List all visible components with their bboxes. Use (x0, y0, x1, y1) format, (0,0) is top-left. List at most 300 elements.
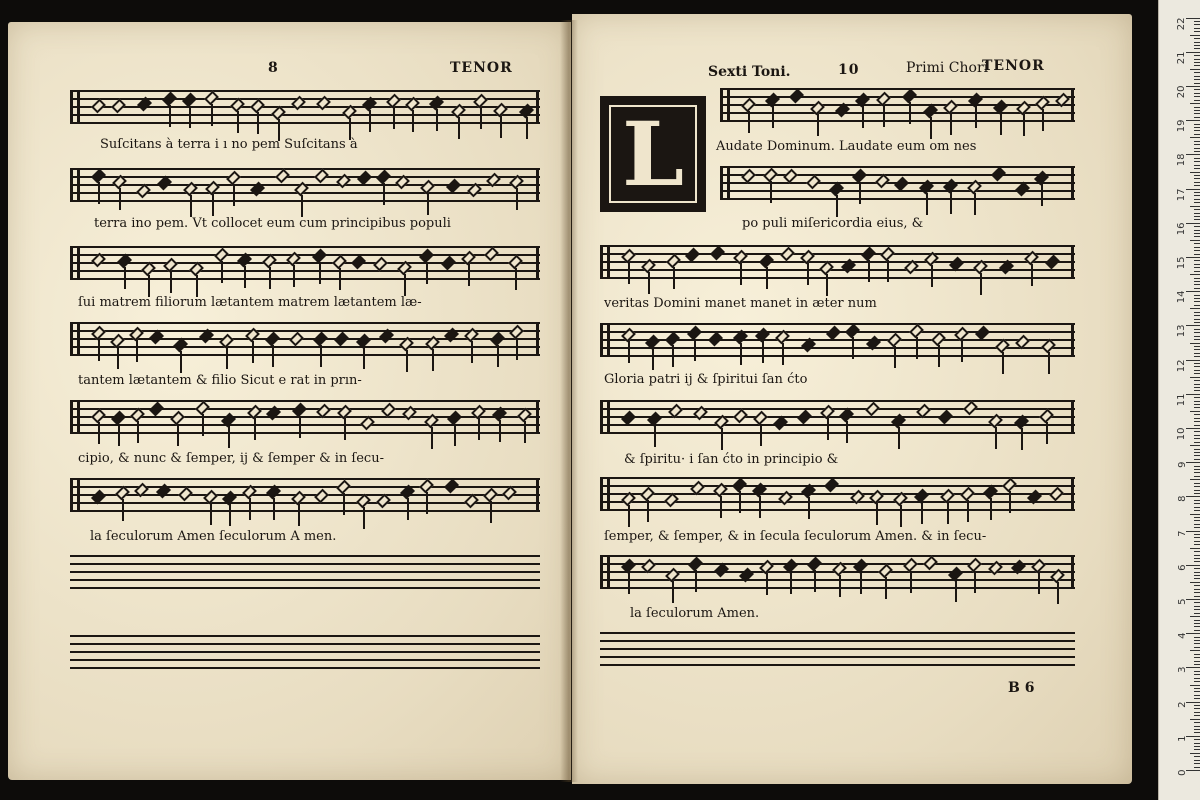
note-stem (524, 421, 526, 443)
note-stem (1000, 113, 1002, 135)
note-stem (955, 580, 957, 602)
bar-line (1071, 323, 1074, 357)
ruler-tick (1194, 380, 1200, 381)
ruler-tick (1194, 767, 1200, 768)
note-stem (766, 267, 768, 289)
ruler-tick (1194, 301, 1200, 302)
ruler-tick (1190, 137, 1200, 138)
note-stem (930, 117, 932, 139)
note-stem (762, 341, 764, 363)
note-stem (117, 347, 119, 369)
note-head (710, 246, 725, 261)
note-stem (694, 339, 696, 361)
ruler-tick (1194, 421, 1200, 422)
bar-line (1071, 400, 1074, 434)
ruler-number: 16 (1176, 222, 1188, 236)
ruler-tick (1194, 312, 1200, 313)
note-stem (426, 492, 428, 514)
note-stem (233, 184, 235, 206)
note-stem (860, 572, 862, 594)
note-stem (124, 267, 126, 289)
note-stem (926, 193, 928, 215)
ruler-tick (1194, 688, 1200, 689)
note-stem (516, 188, 518, 210)
ruler-number: 8 (1176, 495, 1188, 503)
ruler-tick (1194, 260, 1200, 261)
note-stem (921, 502, 923, 524)
ruler-tick (1194, 572, 1200, 573)
note-stem (454, 424, 456, 446)
ruler-tick (1194, 72, 1200, 73)
ruler-tick (1194, 551, 1200, 552)
note-stem (471, 341, 473, 363)
note-stem (826, 274, 828, 296)
note-head (1015, 335, 1030, 350)
note-stem (980, 273, 982, 295)
left-staff-empty-1 (70, 555, 540, 589)
note-head (149, 402, 164, 417)
note-head (685, 248, 700, 263)
clef-mark (720, 166, 730, 200)
left-staff-empty-2 (70, 635, 540, 669)
ruler-tick (1194, 459, 1200, 460)
note-head (1015, 182, 1030, 197)
left-lyric-line-1: Suſcitans à terra i ı no pem Suſcitans à (100, 137, 358, 152)
bar-line (1071, 88, 1074, 122)
note-stem (319, 262, 321, 284)
bar-line (536, 400, 539, 434)
note-head (266, 406, 281, 421)
clef-mark (600, 323, 610, 357)
note-head (402, 406, 417, 421)
note-stem (950, 192, 952, 214)
ruler-tick (1194, 414, 1200, 415)
decorated-initial: L (600, 96, 706, 212)
note-stem (257, 112, 259, 134)
note-head (949, 257, 964, 272)
note-head (357, 171, 372, 186)
note-stem (759, 496, 761, 518)
note-stem (468, 264, 470, 286)
note-stem (148, 275, 150, 297)
ruler-tick (1190, 582, 1200, 583)
note-stem (814, 570, 816, 592)
ruler-tick (1194, 507, 1200, 508)
ruler-number: 17 (1176, 188, 1188, 201)
ruler-tick (1194, 401, 1200, 402)
note-stem (497, 345, 499, 367)
ruler-tick (1194, 674, 1200, 675)
right-lyric-line-2: po puli miſericordia eius, & (742, 216, 924, 231)
note-stem (500, 116, 502, 138)
note-head (91, 99, 106, 114)
note-stem (196, 275, 198, 297)
note-stem (885, 577, 887, 599)
ruler-tick (1194, 681, 1200, 682)
ruler-number: 18 (1176, 153, 1188, 167)
ruler-tick (1190, 685, 1200, 686)
note-stem (654, 425, 656, 447)
note-stem (628, 505, 630, 527)
ruler-number: 2 (1176, 701, 1188, 708)
note-head (739, 568, 754, 583)
ruler-tick (1194, 278, 1200, 279)
right-staff-4 (600, 323, 1075, 357)
ruler-tick (1194, 609, 1200, 610)
note-stem (910, 571, 912, 593)
note-stem (252, 341, 254, 363)
note-head (289, 332, 304, 347)
note-stem (967, 500, 969, 522)
ruler-tick (1194, 45, 1200, 46)
ruler-tick (1194, 130, 1200, 131)
ruler-tick (1194, 110, 1200, 111)
ruler-tick (1190, 548, 1200, 549)
ruler-tick (1194, 469, 1200, 470)
note-stem (211, 104, 213, 126)
book-gutter (560, 20, 578, 782)
ruler-tick (1194, 356, 1200, 357)
clef-mark (70, 168, 80, 202)
ruler-tick (1194, 476, 1200, 477)
note-stem (1009, 491, 1011, 513)
ruler-number: 9 (1176, 461, 1188, 469)
ruler-tick (1194, 319, 1200, 320)
ruler-tick (1194, 729, 1200, 730)
ruler-tick (1194, 698, 1200, 699)
ruler-tick (1194, 271, 1200, 272)
note-head (395, 175, 410, 190)
note-head (780, 247, 795, 262)
ruler-tick (1194, 284, 1200, 285)
left-staff-2 (70, 168, 540, 202)
bar-line (1071, 555, 1074, 589)
note-head (464, 494, 479, 509)
ruler-tick (1186, 18, 1200, 19)
note-stem (249, 498, 251, 520)
ruler-tick (1194, 148, 1200, 149)
ruler-number: 3 (1176, 666, 1188, 674)
ruler-tick (1194, 527, 1200, 528)
ruler-tick (1194, 247, 1200, 248)
note-head (733, 409, 748, 424)
ruler-tick (1190, 103, 1200, 104)
ruler-tick (1194, 431, 1200, 432)
note-stem (672, 345, 674, 367)
note-head (275, 169, 290, 184)
ruler-tick (1194, 418, 1200, 419)
ruler-tick (1194, 397, 1200, 398)
ruler-number: 21 (1176, 51, 1188, 65)
ruler-tick (1194, 93, 1200, 94)
note-stem (212, 194, 214, 216)
note-head (865, 402, 880, 417)
note-head (988, 561, 1003, 576)
note-stem (961, 340, 963, 362)
ruler-tick (1186, 325, 1200, 326)
ruler-tick (1194, 96, 1200, 97)
note-stem (426, 262, 428, 284)
note-head (484, 247, 499, 262)
note-stem (673, 267, 675, 289)
ruler-tick (1186, 291, 1200, 292)
note-head (444, 328, 459, 343)
note-head (835, 103, 850, 118)
bar-line (1071, 166, 1074, 200)
ruler-tick (1194, 336, 1200, 337)
ruler-tick (1194, 722, 1200, 723)
right-staff-6 (600, 477, 1075, 511)
ruler-tick (1194, 425, 1200, 426)
right-lyric-line-6: ſemper, & ſemper, & in ſecula ſeculorum Amen. & in ſecu- (604, 529, 987, 544)
note-stem (169, 105, 171, 127)
ruler-tick (1194, 288, 1200, 289)
ruler-tick (1194, 144, 1200, 145)
note-stem (909, 102, 911, 124)
ruler-tick (1194, 192, 1200, 193)
note-head (690, 481, 705, 496)
ruler-tick (1194, 113, 1200, 114)
note-stem (210, 503, 212, 525)
bar-line (536, 168, 539, 202)
ruler-tick (1194, 712, 1200, 713)
note-stem (975, 106, 977, 128)
left-lyric-line-6: la ſeculorum Amen ſeculorum A men. (90, 529, 337, 544)
note-stem (363, 507, 365, 529)
note-stem (229, 504, 231, 526)
ruler-tick (1186, 462, 1200, 463)
left-lyric-line-2: terra ino pem. Vt collocet eum cum principibus populi (94, 216, 451, 231)
ruler-tick (1194, 613, 1200, 614)
ruler-tick (1190, 240, 1200, 241)
ruler-tick (1194, 363, 1200, 364)
ruler-tick (1194, 555, 1200, 556)
note-stem (760, 424, 762, 446)
note-stem (766, 573, 768, 595)
note-stem (190, 195, 192, 217)
note-head (1049, 487, 1064, 502)
ruler-tick (1194, 134, 1200, 135)
ruler-tick (1186, 257, 1200, 258)
note-head (1027, 490, 1042, 505)
ruler-tick (1194, 366, 1200, 367)
ruler-tick (1186, 565, 1200, 566)
note-head (379, 329, 394, 344)
note-stem (876, 503, 878, 525)
ruler-tick (1194, 657, 1200, 658)
ruler-tick (1186, 428, 1200, 429)
ruler-tick (1190, 206, 1200, 207)
note-stem (237, 111, 239, 133)
note-head (156, 484, 171, 499)
ruler-tick (1194, 243, 1200, 244)
note-stem (947, 502, 949, 524)
left-lyric-line-4: tantem lætantem & filio Sicut e rat in prın- (78, 373, 362, 388)
ruler-tick (1194, 42, 1200, 43)
ruler-tick (1186, 496, 1200, 497)
note-head (789, 89, 804, 104)
ruler-tick (1194, 602, 1200, 603)
ruler-number: 6 (1176, 564, 1188, 571)
note-stem (740, 263, 742, 285)
ruler-number: 11 (1176, 393, 1188, 407)
note-stem (407, 498, 409, 520)
ruler-tick (1194, 216, 1200, 217)
note-stem (137, 421, 139, 443)
ruler-tick (1186, 154, 1200, 155)
ruler-tick (1194, 695, 1200, 696)
right-choir-label: Primi Chori (906, 60, 989, 76)
note-stem (226, 347, 228, 369)
ruler-tick (1194, 213, 1200, 214)
ruler-tick (1186, 394, 1200, 395)
note-stem (1041, 184, 1043, 206)
note-stem (647, 500, 649, 522)
ruler-tick (1194, 55, 1200, 56)
note-stem (343, 493, 345, 515)
ruler-tick (1194, 435, 1200, 436)
note-head (714, 563, 729, 578)
note-head (801, 338, 816, 353)
ruler-tick (1194, 65, 1200, 66)
ruler-number: 4 (1176, 632, 1188, 640)
right-staff-empty (600, 632, 1075, 666)
ruler-tick (1194, 199, 1200, 200)
note-head (336, 174, 351, 189)
note-stem (170, 271, 172, 293)
note-stem (772, 106, 774, 128)
note-head (797, 410, 812, 425)
note-stem (1002, 352, 1004, 374)
right-staff-1 (720, 88, 1075, 122)
note-stem (1023, 114, 1025, 136)
measuring-ruler (1158, 0, 1200, 800)
ruler-tick (1190, 172, 1200, 173)
note-head (134, 483, 149, 498)
note-head (999, 260, 1014, 275)
note-stem (868, 260, 870, 282)
ruler-tick (1194, 79, 1200, 80)
left-staff-3 (70, 246, 540, 280)
ruler-tick (1190, 274, 1200, 275)
ruler-tick (1194, 233, 1200, 234)
ruler-tick (1194, 349, 1200, 350)
ruler-number: 19 (1176, 119, 1188, 133)
ruler-tick (1194, 38, 1200, 39)
ruler-tick (1194, 517, 1200, 518)
note-stem (1046, 422, 1048, 444)
note-head (916, 404, 931, 419)
ruler-tick (1194, 322, 1200, 323)
ruler-tick (1186, 360, 1200, 361)
ruler-tick (1194, 236, 1200, 237)
note-head (486, 173, 501, 188)
ruler-tick (1194, 503, 1200, 504)
note-stem (412, 110, 414, 132)
ruler-tick (1194, 589, 1200, 590)
note-head (991, 167, 1006, 182)
ruler-tick (1186, 189, 1200, 190)
note-stem (118, 424, 120, 446)
note-head (373, 257, 388, 272)
note-head (316, 404, 331, 419)
ruler-tick (1194, 661, 1200, 662)
ruler-tick (1194, 466, 1200, 467)
note-stem (648, 272, 650, 294)
ruler-tick (1194, 230, 1200, 231)
ruler-tick (1194, 250, 1200, 251)
left-voice-label: TENOR (450, 60, 513, 76)
ruler-tick (1194, 671, 1200, 672)
ruler-number: 1 (1176, 735, 1188, 742)
note-head (376, 494, 391, 509)
note-stem (808, 497, 810, 519)
note-stem (369, 110, 371, 132)
ruler-tick (1194, 510, 1200, 511)
ruler-tick (1186, 599, 1200, 600)
ruler-tick (1194, 195, 1200, 196)
ruler-tick (1194, 637, 1200, 638)
note-stem (363, 347, 365, 369)
right-lyric-line-4: Gloria patri ij & ſpiritui ſan ćto (604, 372, 808, 387)
note-head (316, 96, 331, 111)
note-stem (652, 348, 654, 370)
note-stem (862, 106, 864, 128)
ruler-number: 5 (1176, 598, 1188, 605)
ruler-tick (1186, 86, 1200, 87)
note-stem (995, 427, 997, 449)
note-stem (98, 422, 100, 444)
note-stem (293, 265, 295, 287)
note-head (904, 260, 919, 275)
ruler-tick (1194, 691, 1200, 692)
ruler-tick (1194, 264, 1200, 265)
ruler-tick (1194, 161, 1200, 162)
ruler-tick (1194, 209, 1200, 210)
note-head (502, 486, 517, 501)
ruler-tick (1194, 643, 1200, 644)
clef-mark (600, 245, 610, 279)
note-stem (883, 105, 885, 127)
ruler-tick (1194, 452, 1200, 453)
ruler-tick (1190, 719, 1200, 720)
ruler-tick (1194, 141, 1200, 142)
note-head (178, 487, 193, 502)
note-head (668, 404, 683, 419)
signature-mark: B 6 (1008, 680, 1035, 696)
note-stem (720, 496, 722, 518)
note-head (351, 255, 366, 270)
ruler-number: 0 (1176, 769, 1188, 776)
note-stem (254, 418, 256, 440)
ruler-tick (1190, 514, 1200, 515)
note-head (773, 416, 788, 431)
note-stem (478, 418, 480, 440)
ruler-tick (1186, 633, 1200, 634)
ruler-tick (1194, 715, 1200, 716)
ruler-tick (1194, 62, 1200, 63)
note-stem (244, 266, 246, 288)
ruler-tick (1186, 120, 1200, 121)
ruler-tick (1194, 202, 1200, 203)
bar-line (536, 322, 539, 356)
ruler-tick (1194, 315, 1200, 316)
ruler-tick (1194, 185, 1200, 186)
note-stem (228, 426, 230, 448)
ruler-tick (1194, 384, 1200, 385)
ruler-tick (1194, 438, 1200, 439)
note-stem (516, 338, 518, 360)
